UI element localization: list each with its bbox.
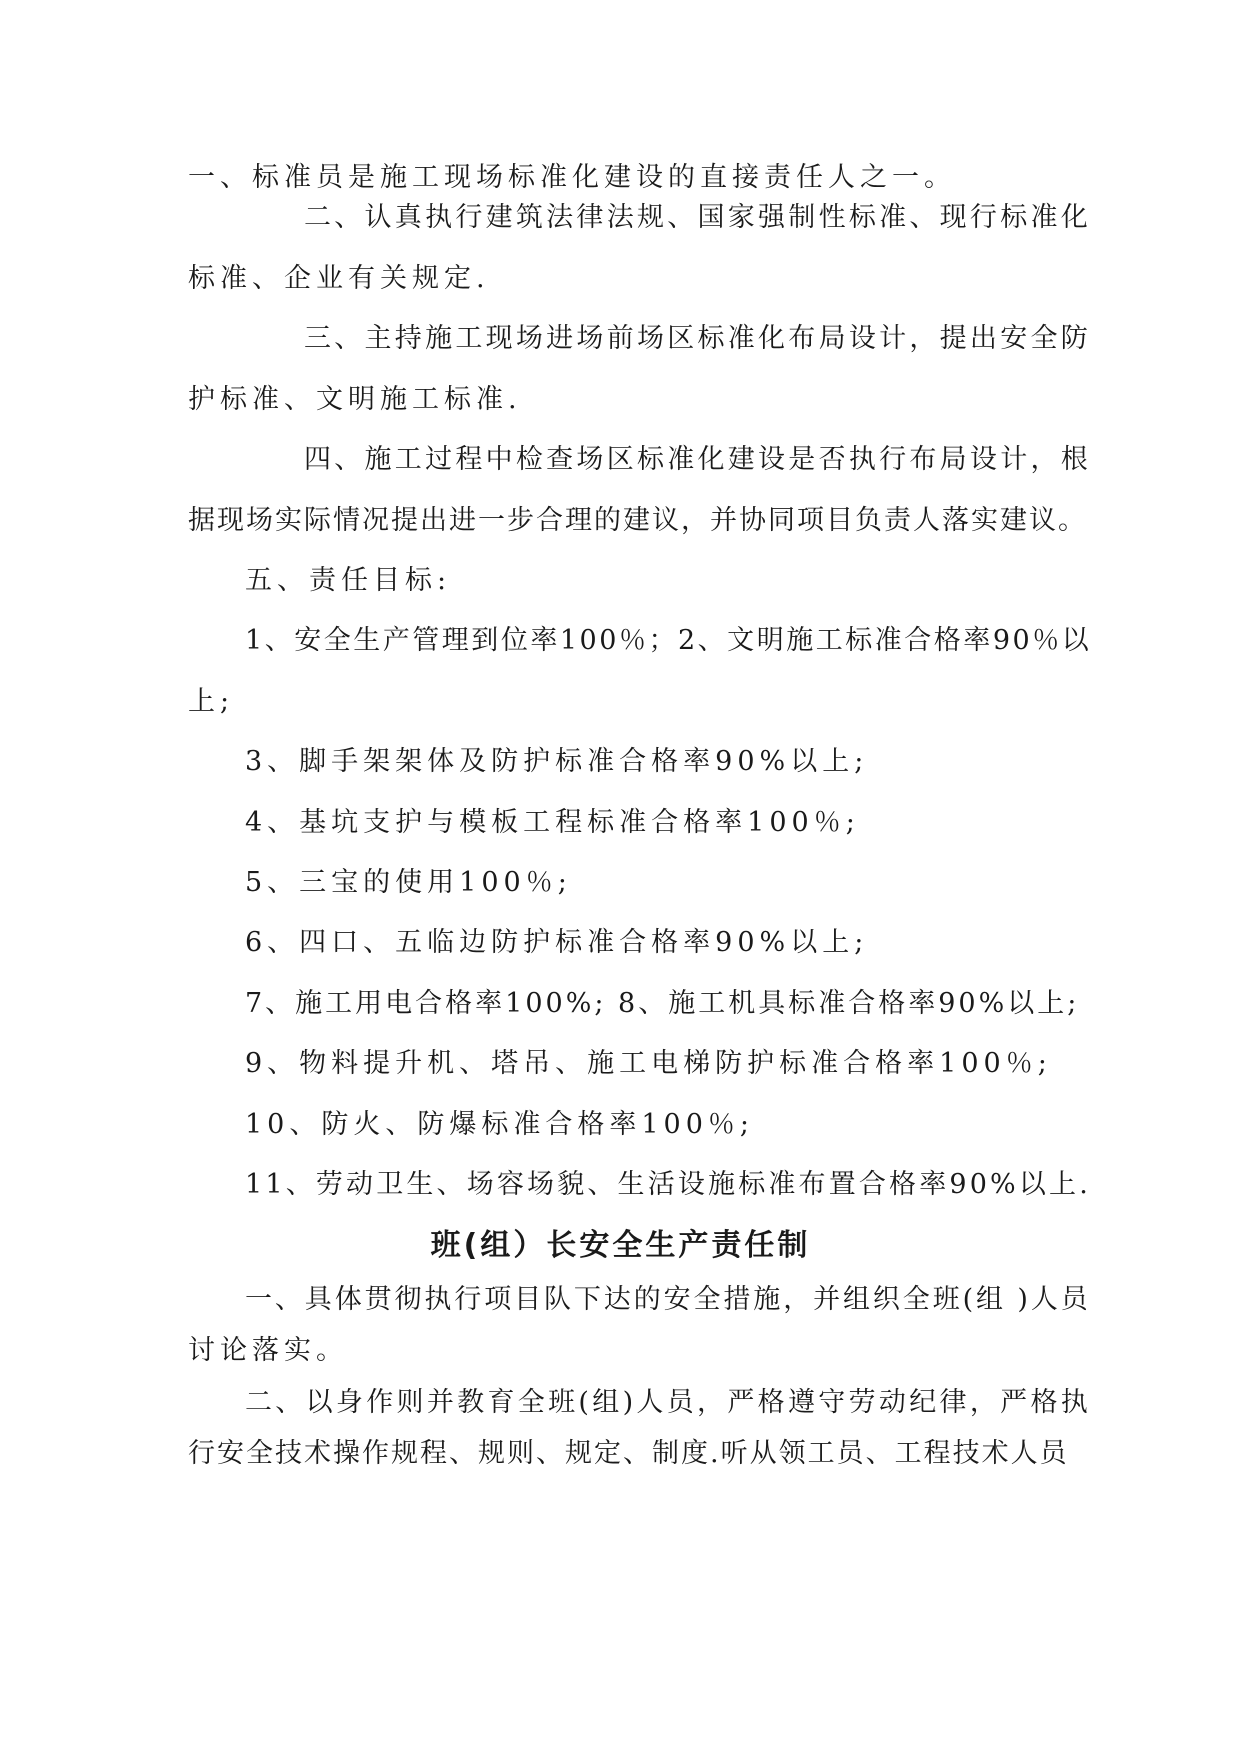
text-line: 11、劳动卫生、场容场貌、生活设施标准布置合格率90%以上.	[245, 1169, 1091, 1200]
text-line: 据现场实际情况提出进一步合理的建议，并协同项目负责人落实建议。	[188, 505, 1087, 536]
text-line: 五、责任目标:	[245, 565, 452, 596]
text-line: 10、防火、防爆标准合格率100％;	[245, 1109, 754, 1140]
text-line: 一、具体贯彻执行项目队下达的安全措施，并组织全班(组 )人员	[245, 1284, 1091, 1315]
text-line: 标准、企业有关规定.	[188, 263, 490, 294]
text-line: 二、以身作则并教育全班(组)人员，严格遵守劳动纪律，严格执	[245, 1387, 1092, 1418]
text-line: 行安全技术操作规程、规则、规定、制度.听从领工员、工程技术人员	[188, 1438, 1069, 1469]
text-line: 7、施工用电合格率100%; 8、施工机具标准合格率90%以上;	[245, 988, 1080, 1019]
text-line: 护标准、文明施工标准.	[188, 384, 522, 415]
text-line: 一、标准员是施工现场标准化建设的直接责任人之一。	[188, 162, 956, 193]
text-line: 3、脚手架架体及防护标准合格率90%以上;	[245, 746, 869, 777]
text-line: 1、安全生产管理到位率100％；2、文明施工标准合格率90％以	[245, 625, 1092, 656]
text-line: 9、物料提升机、塔吊、施工电梯防护标准合格率100％;	[245, 1048, 1052, 1079]
text-line: 上;	[188, 686, 235, 717]
text-line: 5、三宝的使用100％;	[245, 867, 572, 898]
text-line: 二、认真执行建筑法律法规、国家强制性标准、现行标准化	[304, 202, 1091, 233]
text-line: 四、施工过程中检查场区标准化建设是否执行布局设计，根	[304, 444, 1091, 475]
text-line: 三、主持施工现场进场前场区标准化布局设计，提出安全防	[304, 323, 1091, 354]
text-line: 4、基坑支护与模板工程标准合格率100％;	[245, 807, 860, 838]
section-heading: 班(组）长安全生产责任制	[430, 1228, 811, 1263]
text-line: 讨论落实。	[188, 1335, 348, 1366]
text-line: 6、四口、五临边防护标准合格率90%以上;	[245, 927, 869, 958]
